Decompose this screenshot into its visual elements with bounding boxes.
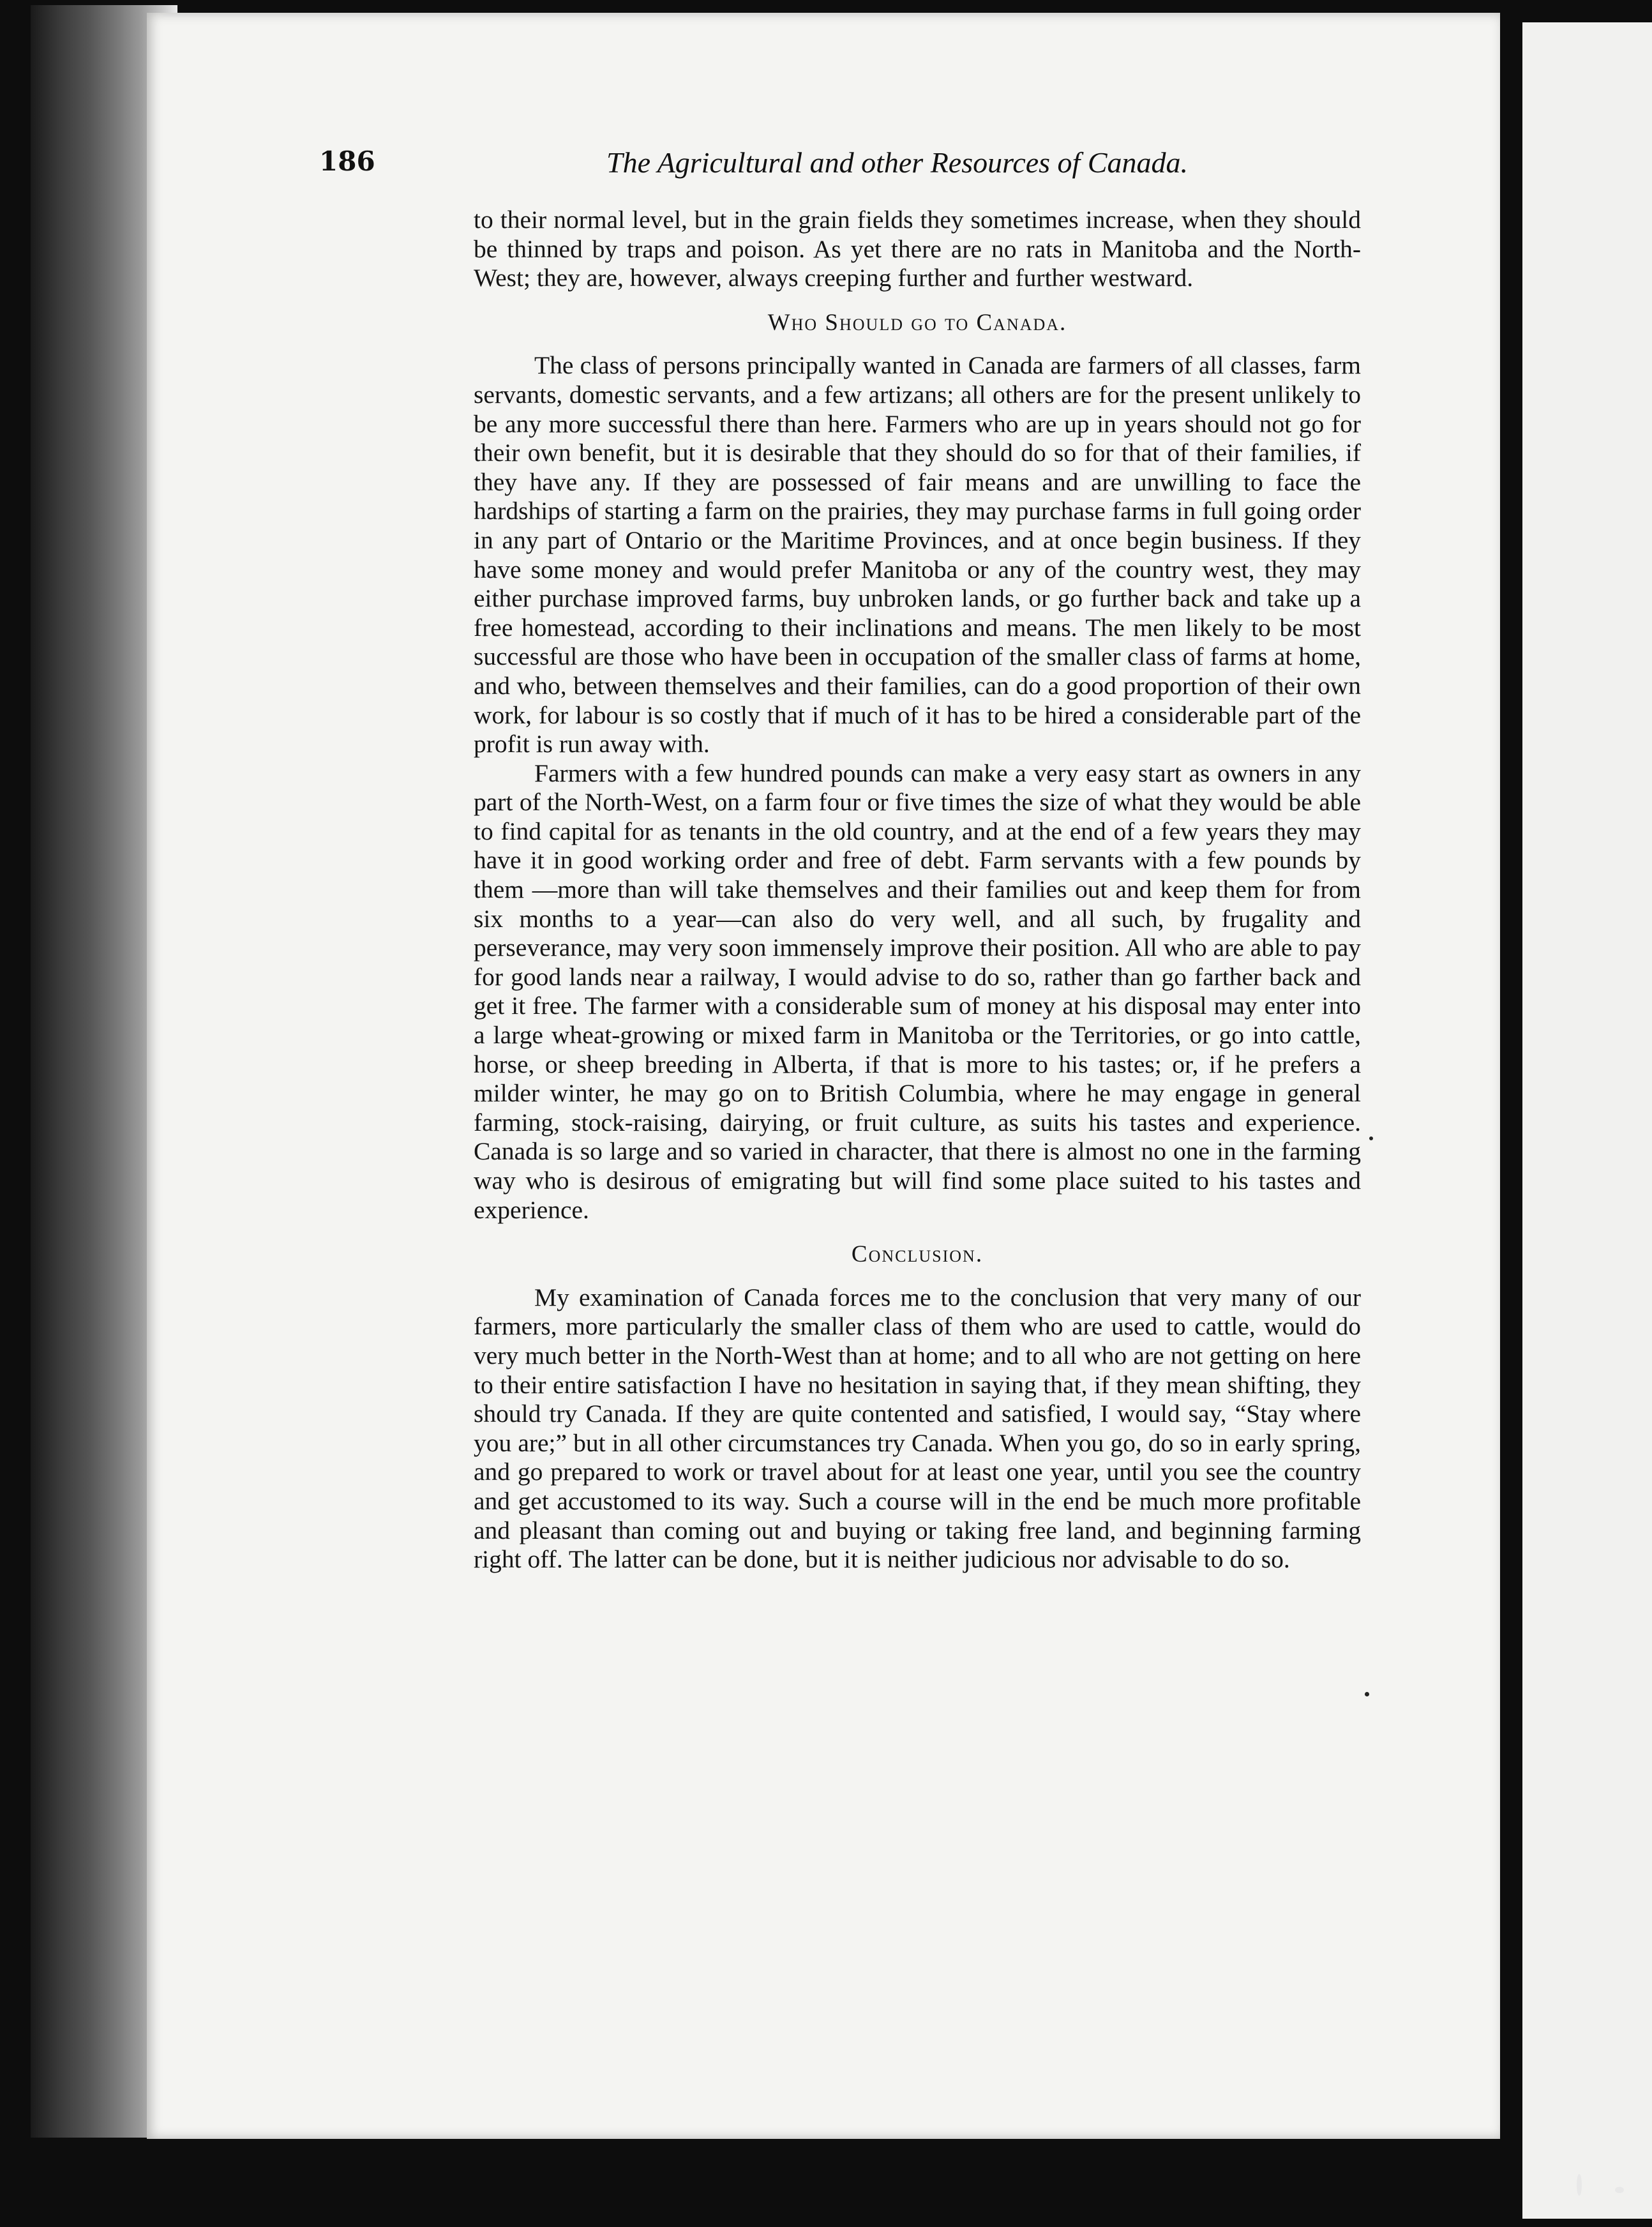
opening-paragraph: to their normal level, but in the grain fields they sometimes increase, when they should be thinned by traps and poison. As yet there are no rats in Manitoba and the North-West; they are, however, always creeping further and further westward. — [474, 206, 1361, 292]
paragraph-farmers-with-pounds: Farmers with a few hundred pounds can make a very easy start as owners in any part of the North-West, on a farm four or five times the size of what they would be able to find capital for as tenants in the old country, and at the end of a few years they may have it in good working order and free of debt. Farm servants with a few pounds by them —more than will take themselves and their families out and keep them for from six months to a year—can also do very well, and all such, by frugality and perseverance, may very soon immensely improve their position. All who are able to pay for good lands near a railway, I would advise to do so, rather than go farther back and get it free. The farmer with a considerable sum of money at his disposal may enter into a large wheat-growing or mixed farm in Manitoba or the Territories, or go into cattle, horse, or sheep breeding in Alberta, if that is more to his tastes; or, if he prefers a milder winter, he may go on to British Columbia, where he may engage in general farming, stock-raising, dairying, or fruit culture, as suits his tastes and experience. Canada is so large and so varied in character, that there is almost no one in the farming way who is desirous of emigrating but will find some place suited to his tastes and experience. — [474, 759, 1361, 1224]
page-number: 186 — [319, 146, 375, 177]
section-heading-who-should-go: Who Should go to Canada. — [767, 309, 1067, 336]
paragraph-classes-of-persons: The class of persons principally wanted in Canada are farmers of all classes, farm servants, domestic servants, and a few artizans; all others are for the present unlikely to be any more successful there than here. Farmers who are up in years should not go for their own benefit, but it is desirable that they should do so for that of their families, if they have any. If they are possessed of fair means and are unwilling to face the hardships of starting a farm on the prairies, they may purchase farms in full going order in any part of Ontario or the Maritime Provinces, and at once begin business. If they have some money and would prefer Manitoba or any of the country west, they may either purchase improved farms, buy unbroken lands, or go further back and take up a free homestead, according to their inclinations and means. The men likely to be most successful are those who have been in occupation of the smaller class of farms at home, and who, between themselves and their families, can do a good proportion of their own work, for labour is so costly that if much of it has to be hired a considerable part of the profit is run away with. — [474, 351, 1361, 759]
facing-page-edge — [1522, 22, 1652, 2219]
section-heading-conclusion: Conclusion. — [851, 1241, 984, 1268]
running-title: The Agricultural and other Resources of Canada. — [606, 146, 1189, 179]
paragraph-conclusion: My examination of Canada forces me to the conclusion that very many of our farmers, more particularly the smaller class of them who are used to cattle, would do very much better in the North-West than at home; and to all who are not getting on here to their entire satisfaction I have no hesitation in saying that, if they mean shifting, they should try Canada. If they are quite contented and satisfied, I would say, “Stay where you are;” but in all other circumstances try Canada. When you go, do so in early spring, and go prepared to work or travel about for at least one year, until you see the country and get accustomed to its way. Such a course will in the end be much more profitable and pleasant than coming out and buying or taking free land, and beginning farming right off. The latter can be done, but it is neither judicious nor advisable to do so. — [474, 1283, 1361, 1574]
page-body — [474, 206, 1361, 1574]
page-header — [319, 146, 1219, 190]
